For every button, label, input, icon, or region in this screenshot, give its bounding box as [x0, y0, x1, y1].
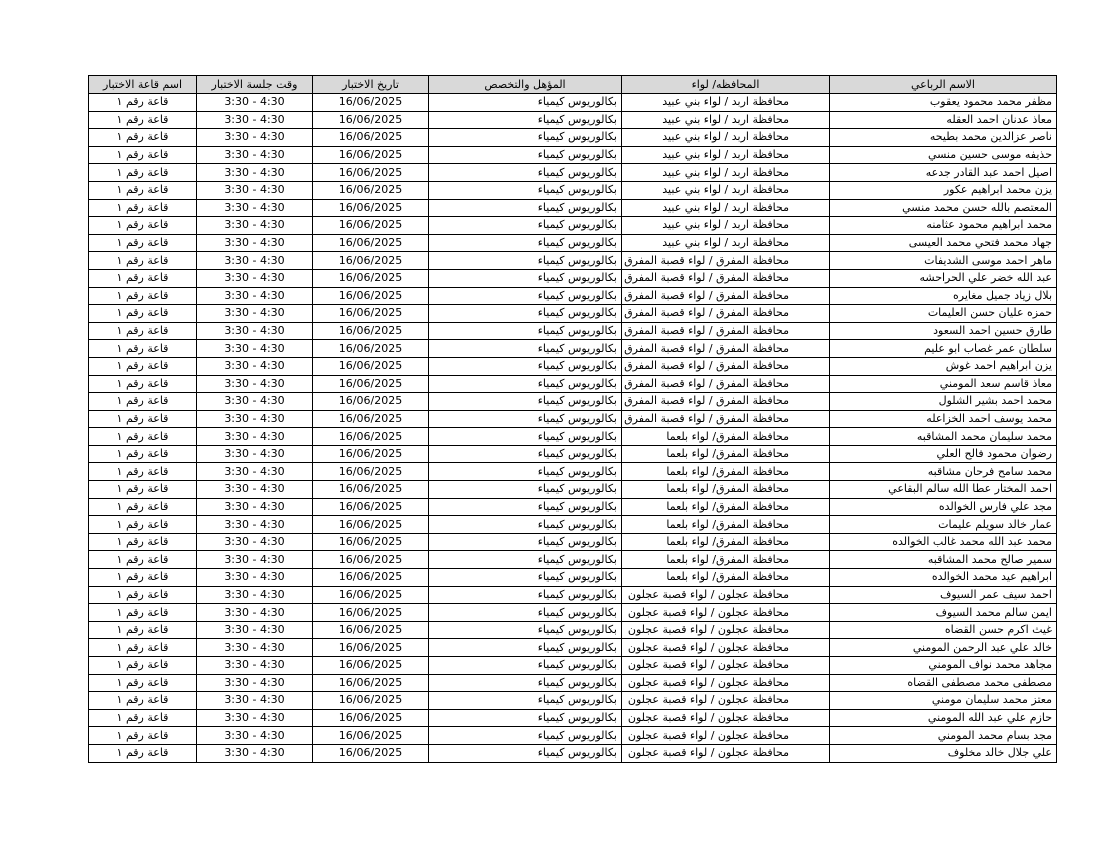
table-body: [89, 94, 1057, 763]
cell-exam-date: 16/06/2025: [313, 533, 429, 551]
cell-session-time: 3:30 - 4:30: [197, 393, 313, 411]
cell-qualification: بكالوريوس كيمياء: [429, 199, 622, 217]
cell-qualification: بكالوريوس كيمياء: [429, 129, 622, 147]
cell-region: محافظة عجلون / لواء قصبة عجلون: [622, 692, 830, 710]
cell-room: قاعة رقم ١: [89, 586, 197, 604]
table-row: [89, 481, 1057, 499]
cell-session-time: 3:30 - 4:30: [197, 357, 313, 375]
cell-exam-date: 16/06/2025: [313, 146, 429, 164]
cell-room: قاعة رقم ١: [89, 305, 197, 323]
cell-qualification: بكالوريوس كيمياء: [429, 410, 622, 428]
cell-room: قاعة رقم ١: [89, 692, 197, 710]
cell-name: معاذ عدنان احمد العقله: [830, 111, 1057, 129]
cell-region: محافظة المفرق/ لواء بلعما: [622, 463, 830, 481]
cell-qualification: بكالوريوس كيمياء: [429, 657, 622, 675]
cell-region: محافظة المفرق / لواء قصبة المفرق: [622, 340, 830, 358]
cell-qualification: بكالوريوس كيمياء: [429, 727, 622, 745]
cell-room: قاعة رقم ١: [89, 287, 197, 305]
cell-name: مجد علي فارس الخوالده: [830, 498, 1057, 516]
cell-qualification: بكالوريوس كيمياء: [429, 252, 622, 270]
cell-exam-date: 16/06/2025: [313, 604, 429, 622]
cell-session-time: 3:30 - 4:30: [197, 375, 313, 393]
cell-session-time: 3:30 - 4:30: [197, 604, 313, 622]
cell-session-time: 3:30 - 4:30: [197, 586, 313, 604]
cell-name: يزن محمد ابراهيم عكور: [830, 181, 1057, 199]
cell-qualification: بكالوريوس كيمياء: [429, 551, 622, 569]
cell-exam-date: 16/06/2025: [313, 463, 429, 481]
cell-name: المعتصم بالله حسن محمد منسي: [830, 199, 1057, 217]
cell-exam-date: 16/06/2025: [313, 340, 429, 358]
table-row: [89, 164, 1057, 182]
cell-exam-date: 16/06/2025: [313, 657, 429, 675]
cell-qualification: بكالوريوس كيمياء: [429, 357, 622, 375]
cell-qualification: بكالوريوس كيمياء: [429, 604, 622, 622]
cell-qualification: بكالوريوس كيمياء: [429, 639, 622, 657]
cell-qualification: بكالوريوس كيمياء: [429, 305, 622, 323]
cell-session-time: 3:30 - 4:30: [197, 111, 313, 129]
cell-session-time: 3:30 - 4:30: [197, 498, 313, 516]
cell-qualification: بكالوريوس كيمياء: [429, 533, 622, 551]
cell-name: علي جلال خالد مخلوف: [830, 744, 1057, 762]
cell-room: قاعة رقم ١: [89, 129, 197, 147]
table-row: [89, 199, 1057, 217]
cell-region: محافظة عجلون / لواء قصبة عجلون: [622, 621, 830, 639]
cell-exam-date: 16/06/2025: [313, 445, 429, 463]
cell-session-time: 3:30 - 4:30: [197, 234, 313, 252]
cell-exam-date: 16/06/2025: [313, 234, 429, 252]
cell-name: محمد يوسف احمد الخزاعله: [830, 410, 1057, 428]
cell-region: محافظة اربد / لواء بني عبيد: [622, 181, 830, 199]
cell-exam-date: 16/06/2025: [313, 727, 429, 745]
cell-qualification: بكالوريوس كيمياء: [429, 498, 622, 516]
table-row: [89, 322, 1057, 340]
cell-session-time: 3:30 - 4:30: [197, 692, 313, 710]
cell-room: قاعة رقم ١: [89, 551, 197, 569]
cell-name: اصيل احمد عبد القادر جدعه: [830, 164, 1057, 182]
cell-qualification: بكالوريوس كيمياء: [429, 269, 622, 287]
cell-region: محافظة المفرق / لواء قصبة المفرق: [622, 287, 830, 305]
cell-qualification: بكالوريوس كيمياء: [429, 340, 622, 358]
table-row: [89, 287, 1057, 305]
table-row: [89, 586, 1057, 604]
table-row: [89, 445, 1057, 463]
cell-room: قاعة رقم ١: [89, 604, 197, 622]
cell-region: محافظة المفرق/ لواء بلعما: [622, 498, 830, 516]
cell-room: قاعة رقم ١: [89, 234, 197, 252]
cell-name: احمد سيف عمر السيوف: [830, 586, 1057, 604]
cell-exam-date: 16/06/2025: [313, 692, 429, 710]
cell-region: محافظة المفرق / لواء قصبة المفرق: [622, 375, 830, 393]
cell-qualification: بكالوريوس كيمياء: [429, 375, 622, 393]
table-row: [89, 146, 1057, 164]
cell-exam-date: 16/06/2025: [313, 269, 429, 287]
cell-room: قاعة رقم ١: [89, 252, 197, 270]
cell-exam-date: 16/06/2025: [313, 709, 429, 727]
cell-region: محافظة المفرق / لواء قصبة المفرق: [622, 252, 830, 270]
cell-qualification: بكالوريوس كيمياء: [429, 428, 622, 446]
cell-session-time: 3:30 - 4:30: [197, 533, 313, 551]
cell-session-time: 3:30 - 4:30: [197, 463, 313, 481]
cell-exam-date: 16/06/2025: [313, 621, 429, 639]
cell-name: مظفر محمد محمود يعقوب: [830, 94, 1057, 112]
cell-exam-date: 16/06/2025: [313, 375, 429, 393]
cell-region: محافظة اربد / لواء بني عبيد: [622, 111, 830, 129]
cell-region: محافظة المفرق / لواء قصبة المفرق: [622, 322, 830, 340]
cell-room: قاعة رقم ١: [89, 181, 197, 199]
cell-name: جهاد محمد فتحي محمد العيسى: [830, 234, 1057, 252]
cell-session-time: 3:30 - 4:30: [197, 639, 313, 657]
table-row: [89, 744, 1057, 762]
cell-qualification: بكالوريوس كيمياء: [429, 94, 622, 112]
header-name: الاسم الرباعي: [830, 76, 1057, 94]
table-row: [89, 674, 1057, 692]
cell-session-time: 3:30 - 4:30: [197, 287, 313, 305]
cell-name: حازم علي عبد الله المومني: [830, 709, 1057, 727]
cell-session-time: 3:30 - 4:30: [197, 744, 313, 762]
cell-name: ابراهيم عيد محمد الخوالده: [830, 569, 1057, 587]
cell-qualification: بكالوريوس كيمياء: [429, 586, 622, 604]
cell-room: قاعة رقم ١: [89, 727, 197, 745]
cell-exam-date: 16/06/2025: [313, 586, 429, 604]
cell-room: قاعة رقم ١: [89, 674, 197, 692]
cell-session-time: 3:30 - 4:30: [197, 674, 313, 692]
cell-name: محمد عبد الله محمد غالب الخوالده: [830, 533, 1057, 551]
cell-room: قاعة رقم ١: [89, 516, 197, 534]
cell-exam-date: 16/06/2025: [313, 164, 429, 182]
cell-exam-date: 16/06/2025: [313, 287, 429, 305]
header-session-time: وقت جلسة الاختبار: [197, 76, 313, 94]
cell-region: محافظة المفرق / لواء قصبة المفرق: [622, 305, 830, 323]
table-row: [89, 340, 1057, 358]
cell-room: قاعة رقم ١: [89, 744, 197, 762]
cell-region: محافظة عجلون / لواء قصبة عجلون: [622, 604, 830, 622]
table-row: [89, 692, 1057, 710]
cell-exam-date: 16/06/2025: [313, 674, 429, 692]
cell-region: محافظة اربد / لواء بني عبيد: [622, 164, 830, 182]
cell-session-time: 3:30 - 4:30: [197, 94, 313, 112]
cell-name: يزن ابراهيم احمد غوش: [830, 357, 1057, 375]
cell-room: قاعة رقم ١: [89, 199, 197, 217]
cell-session-time: 3:30 - 4:30: [197, 410, 313, 428]
cell-name: رضوان محمود فالح العلي: [830, 445, 1057, 463]
cell-qualification: بكالوريوس كيمياء: [429, 709, 622, 727]
cell-region: محافظة اربد / لواء بني عبيد: [622, 217, 830, 235]
cell-qualification: بكالوريوس كيمياء: [429, 569, 622, 587]
table-row: [89, 410, 1057, 428]
cell-session-time: 3:30 - 4:30: [197, 269, 313, 287]
cell-name: محمد ابراهيم محمود عثامنه: [830, 217, 1057, 235]
cell-session-time: 3:30 - 4:30: [197, 181, 313, 199]
table-row: [89, 516, 1057, 534]
cell-room: قاعة رقم ١: [89, 94, 197, 112]
cell-room: قاعة رقم ١: [89, 569, 197, 587]
cell-name: معاذ قاسم سعد المومني: [830, 375, 1057, 393]
cell-name: احمد المختار عطا الله سالم البقاعي: [830, 481, 1057, 499]
cell-session-time: 3:30 - 4:30: [197, 445, 313, 463]
cell-name: سلطان عمر غصاب ابو عليم: [830, 340, 1057, 358]
table-row: [89, 252, 1057, 270]
cell-room: قاعة رقم ١: [89, 709, 197, 727]
table-row: [89, 305, 1057, 323]
cell-qualification: بكالوريوس كيمياء: [429, 674, 622, 692]
cell-qualification: بكالوريوس كيمياء: [429, 164, 622, 182]
cell-region: محافظة عجلون / لواء قصبة عجلون: [622, 674, 830, 692]
cell-region: محافظة اربد / لواء بني عبيد: [622, 199, 830, 217]
cell-qualification: بكالوريوس كيمياء: [429, 481, 622, 499]
cell-room: قاعة رقم ١: [89, 533, 197, 551]
cell-room: قاعة رقم ١: [89, 445, 197, 463]
cell-room: قاعة رقم ١: [89, 657, 197, 675]
cell-room: قاعة رقم ١: [89, 217, 197, 235]
table-row: [89, 533, 1057, 551]
table-header: [89, 76, 1057, 94]
cell-room: قاعة رقم ١: [89, 322, 197, 340]
header-row: [89, 76, 1057, 94]
cell-qualification: بكالوريوس كيمياء: [429, 287, 622, 305]
cell-exam-date: 16/06/2025: [313, 498, 429, 516]
cell-region: محافظة اربد / لواء بني عبيد: [622, 129, 830, 147]
table-row: [89, 551, 1057, 569]
cell-exam-date: 16/06/2025: [313, 393, 429, 411]
cell-name: محمد احمد بشير الشلول: [830, 393, 1057, 411]
cell-region: محافظة المفرق / لواء قصبة المفرق: [622, 393, 830, 411]
cell-session-time: 3:30 - 4:30: [197, 621, 313, 639]
table-row: [89, 569, 1057, 587]
cell-name: مجد بسام محمد المومني: [830, 727, 1057, 745]
cell-room: قاعة رقم ١: [89, 146, 197, 164]
table-row: [89, 657, 1057, 675]
cell-qualification: بكالوريوس كيمياء: [429, 111, 622, 129]
cell-region: محافظة المفرق / لواء قصبة المفرق: [622, 410, 830, 428]
cell-exam-date: 16/06/2025: [313, 252, 429, 270]
cell-room: قاعة رقم ١: [89, 463, 197, 481]
cell-name: ايمن سالم محمد السيوف: [830, 604, 1057, 622]
cell-room: قاعة رقم ١: [89, 111, 197, 129]
cell-region: محافظة عجلون / لواء قصبة عجلون: [622, 727, 830, 745]
table-row: [89, 357, 1057, 375]
cell-room: قاعة رقم ١: [89, 481, 197, 499]
cell-session-time: 3:30 - 4:30: [197, 657, 313, 675]
cell-session-time: 3:30 - 4:30: [197, 709, 313, 727]
cell-room: قاعة رقم ١: [89, 498, 197, 516]
cell-region: محافظة المفرق/ لواء بلعما: [622, 445, 830, 463]
cell-name: ماهر احمد موسى الشديفات: [830, 252, 1057, 270]
cell-name: محمد سامح فرحان مشاقبه: [830, 463, 1057, 481]
cell-qualification: بكالوريوس كيمياء: [429, 322, 622, 340]
table-row: [89, 181, 1057, 199]
cell-room: قاعة رقم ١: [89, 375, 197, 393]
cell-name: عبد الله خضر علي الحراحشه: [830, 269, 1057, 287]
table-row: [89, 217, 1057, 235]
cell-exam-date: 16/06/2025: [313, 181, 429, 199]
cell-region: محافظة اربد / لواء بني عبيد: [622, 146, 830, 164]
cell-exam-date: 16/06/2025: [313, 305, 429, 323]
cell-region: محافظة المفرق/ لواء بلعما: [622, 533, 830, 551]
cell-region: محافظة اربد / لواء بني عبيد: [622, 94, 830, 112]
cell-name: حذيفه موسى حسين منسي: [830, 146, 1057, 164]
cell-name: مصطفى محمد مصطفى القضاه: [830, 674, 1057, 692]
table-row: [89, 621, 1057, 639]
cell-session-time: 3:30 - 4:30: [197, 252, 313, 270]
cell-session-time: 3:30 - 4:30: [197, 428, 313, 446]
cell-qualification: بكالوريوس كيمياء: [429, 692, 622, 710]
cell-exam-date: 16/06/2025: [313, 516, 429, 534]
cell-name: عمار خالد سويلم عليمات: [830, 516, 1057, 534]
cell-qualification: بكالوريوس كيمياء: [429, 146, 622, 164]
table-row: [89, 727, 1057, 745]
cell-region: محافظة المفرق/ لواء بلعما: [622, 516, 830, 534]
cell-qualification: بكالوريوس كيمياء: [429, 445, 622, 463]
cell-qualification: بكالوريوس كيمياء: [429, 621, 622, 639]
table-row: [89, 111, 1057, 129]
cell-session-time: 3:30 - 4:30: [197, 164, 313, 182]
cell-room: قاعة رقم ١: [89, 639, 197, 657]
cell-name: محمد سليمان محمد المشاقبه: [830, 428, 1057, 446]
cell-region: محافظة المفرق/ لواء بلعما: [622, 551, 830, 569]
cell-room: قاعة رقم ١: [89, 340, 197, 358]
cell-session-time: 3:30 - 4:30: [197, 199, 313, 217]
cell-session-time: 3:30 - 4:30: [197, 340, 313, 358]
cell-exam-date: 16/06/2025: [313, 199, 429, 217]
table-row: [89, 94, 1057, 112]
cell-region: محافظة المفرق / لواء قصبة المفرق: [622, 269, 830, 287]
cell-room: قاعة رقم ١: [89, 393, 197, 411]
cell-qualification: بكالوريوس كيمياء: [429, 744, 622, 762]
cell-session-time: 3:30 - 4:30: [197, 217, 313, 235]
cell-exam-date: 16/06/2025: [313, 639, 429, 657]
cell-session-time: 3:30 - 4:30: [197, 129, 313, 147]
cell-qualification: بكالوريوس كيمياء: [429, 217, 622, 235]
cell-exam-date: 16/06/2025: [313, 322, 429, 340]
table-row: [89, 604, 1057, 622]
cell-exam-date: 16/06/2025: [313, 129, 429, 147]
cell-room: قاعة رقم ١: [89, 428, 197, 446]
header-exam-date: تاريخ الاختبار: [313, 76, 429, 94]
cell-region: محافظة اربد / لواء بني عبيد: [622, 234, 830, 252]
table-row: [89, 428, 1057, 446]
cell-region: محافظة عجلون / لواء قصبة عجلون: [622, 586, 830, 604]
cell-name: سمير صالح محمد المشاقبه: [830, 551, 1057, 569]
cell-region: محافظة عجلون / لواء قصبة عجلون: [622, 744, 830, 762]
cell-region: محافظة عجلون / لواء قصبة عجلون: [622, 709, 830, 727]
cell-room: قاعة رقم ١: [89, 357, 197, 375]
cell-name: طارق حسين احمد السعود: [830, 322, 1057, 340]
table-row: [89, 129, 1057, 147]
cell-qualification: بكالوريوس كيمياء: [429, 393, 622, 411]
header-qualification: المؤهل والتخصص: [429, 76, 622, 94]
cell-exam-date: 16/06/2025: [313, 428, 429, 446]
cell-qualification: بكالوريوس كيمياء: [429, 463, 622, 481]
cell-session-time: 3:30 - 4:30: [197, 569, 313, 587]
cell-exam-date: 16/06/2025: [313, 217, 429, 235]
cell-name: بلال زياد جميل مغايره: [830, 287, 1057, 305]
cell-session-time: 3:30 - 4:30: [197, 322, 313, 340]
cell-room: قاعة رقم ١: [89, 410, 197, 428]
header-region: المحافظه/ لواء: [622, 76, 830, 94]
cell-exam-date: 16/06/2025: [313, 551, 429, 569]
cell-session-time: 3:30 - 4:30: [197, 305, 313, 323]
cell-room: قاعة رقم ١: [89, 164, 197, 182]
cell-exam-date: 16/06/2025: [313, 410, 429, 428]
cell-session-time: 3:30 - 4:30: [197, 727, 313, 745]
cell-name: حمزه عليان حسن العليمات: [830, 305, 1057, 323]
table-row: [89, 375, 1057, 393]
cell-session-time: 3:30 - 4:30: [197, 551, 313, 569]
cell-qualification: بكالوريوس كيمياء: [429, 181, 622, 199]
cell-session-time: 3:30 - 4:30: [197, 516, 313, 534]
table-row: [89, 393, 1057, 411]
cell-qualification: بكالوريوس كيمياء: [429, 234, 622, 252]
cell-exam-date: 16/06/2025: [313, 569, 429, 587]
cell-name: مجاهد محمد نواف المومني: [830, 657, 1057, 675]
table-row: [89, 234, 1057, 252]
cell-region: محافظة المفرق/ لواء بلعما: [622, 481, 830, 499]
cell-session-time: 3:30 - 4:30: [197, 481, 313, 499]
table-row: [89, 463, 1057, 481]
cell-name: غيث اكرم حسن القضاه: [830, 621, 1057, 639]
cell-exam-date: 16/06/2025: [313, 111, 429, 129]
table-row: [89, 639, 1057, 657]
cell-region: محافظة عجلون / لواء قصبة عجلون: [622, 657, 830, 675]
header-room: اسم قاعة الاختبار: [89, 76, 197, 94]
cell-session-time: 3:30 - 4:30: [197, 146, 313, 164]
cell-region: محافظة عجلون / لواء قصبة عجلون: [622, 639, 830, 657]
cell-region: محافظة المفرق/ لواء بلعما: [622, 428, 830, 446]
cell-region: محافظة المفرق/ لواء بلعما: [622, 569, 830, 587]
cell-name: خالد علي عبد الرحمن المومني: [830, 639, 1057, 657]
cell-room: قاعة رقم ١: [89, 621, 197, 639]
cell-exam-date: 16/06/2025: [313, 744, 429, 762]
cell-name: ناصر عزالدين محمد بطيحه: [830, 129, 1057, 147]
table-row: [89, 709, 1057, 727]
exam-schedule-table: [88, 75, 1057, 763]
cell-room: قاعة رقم ١: [89, 269, 197, 287]
table-row: [89, 498, 1057, 516]
cell-exam-date: 16/06/2025: [313, 357, 429, 375]
cell-qualification: بكالوريوس كيمياء: [429, 516, 622, 534]
cell-name: معتز محمد سليمان مومني: [830, 692, 1057, 710]
cell-exam-date: 16/06/2025: [313, 481, 429, 499]
cell-region: محافظة المفرق / لواء قصبة المفرق: [622, 357, 830, 375]
cell-exam-date: 16/06/2025: [313, 94, 429, 112]
table-row: [89, 269, 1057, 287]
